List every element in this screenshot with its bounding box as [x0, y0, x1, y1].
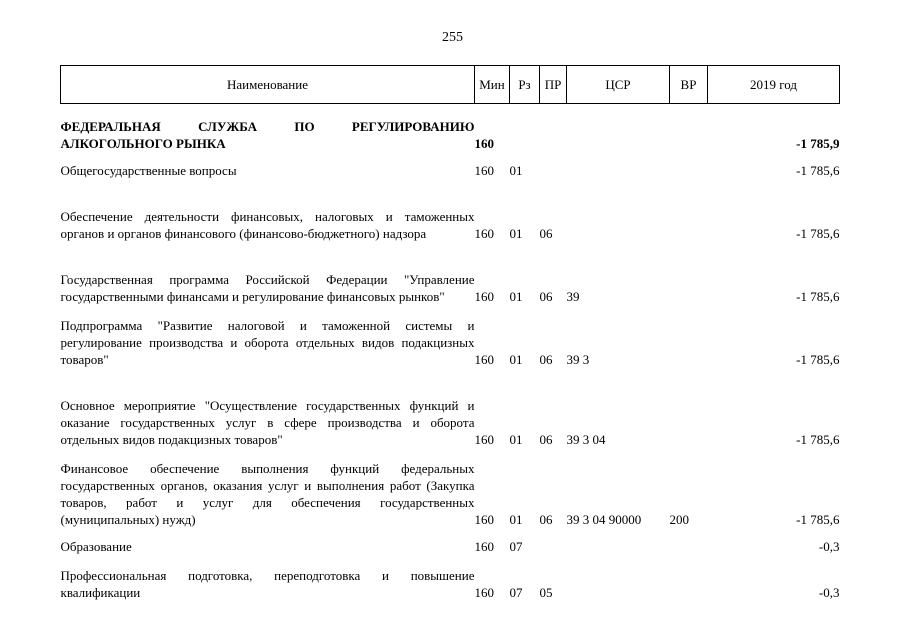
row-pr: 06 — [539, 431, 553, 447]
row-name: ФЕДЕРАЛЬНАЯ СЛУЖБА ПО РЕГУЛИРОВАНИЮ АЛКОГОЛЬНОГО РЫНКА — [60, 118, 475, 151]
row-pr: 06 — [539, 351, 553, 367]
row-csr — [567, 528, 670, 555]
row-name: Финансовое обеспечение выполнения функций федеральных государственных органов, оказания услуг и выполнения работ (Закупка товаров, работ и услуг для обеспечения государственных (муниципальных) нужд) — [60, 460, 475, 527]
row-vr — [670, 305, 708, 368]
row-min: 160 — [474, 225, 494, 241]
table-row — [61, 555, 840, 601]
row-vr — [670, 528, 708, 555]
row-amount: -1 785,6 — [796, 162, 840, 178]
row-pr — [540, 152, 567, 179]
header-name: Наименование — [61, 66, 475, 104]
row-vr — [670, 152, 708, 179]
table-row — [61, 242, 840, 305]
row-pr: 06 — [539, 225, 553, 241]
row-amount: -0,3 — [818, 584, 840, 600]
row-vr — [670, 179, 708, 242]
row-min: 160 — [474, 511, 494, 527]
row-rz: 01 — [509, 162, 523, 178]
table-header-row — [61, 66, 840, 104]
budget-table — [60, 65, 840, 601]
table-row — [61, 305, 840, 368]
row-pr — [540, 528, 567, 555]
table-row — [61, 368, 840, 448]
row-min: 160 — [474, 351, 494, 367]
row-pr — [540, 104, 567, 152]
row-amount: -1 785,9 — [796, 135, 840, 151]
row-min: 160 — [474, 431, 494, 447]
row-amount: -1 785,6 — [796, 431, 840, 447]
header-min: Мин — [475, 66, 510, 104]
row-rz: 01 — [509, 431, 523, 447]
row-pr: 05 — [539, 584, 553, 600]
row-rz: 01 — [509, 288, 523, 304]
row-vr: 200 — [669, 511, 689, 527]
row-vr — [670, 104, 708, 152]
row-rz — [510, 104, 540, 152]
row-csr: 39 3 04 90000 — [566, 511, 642, 527]
header-pr: ПР — [540, 66, 567, 104]
row-name: Профессиональная подготовка, переподготовка и повышение квалификации — [60, 567, 475, 600]
row-csr: 39 3 — [566, 351, 590, 367]
row-min: 160 — [474, 162, 494, 178]
row-amount: -1 785,6 — [796, 351, 840, 367]
row-min: 160 — [474, 584, 494, 600]
table-row — [61, 448, 840, 528]
row-vr — [670, 555, 708, 601]
row-pr: 06 — [539, 511, 553, 527]
row-min: 160 — [474, 288, 494, 304]
row-amount: -1 785,6 — [796, 225, 840, 241]
row-rz: 07 — [509, 584, 523, 600]
row-csr: 39 3 04 — [566, 431, 606, 447]
row-csr — [567, 555, 670, 601]
table-row — [61, 152, 840, 179]
table-row — [61, 179, 840, 242]
row-name: Государственная программа Российской Федерации "Управление государственными финансами и регулирование финансовых рынков" — [60, 271, 475, 304]
row-min: 160 — [474, 538, 494, 554]
row-pr: 06 — [539, 288, 553, 304]
row-min: 160 — [474, 135, 494, 151]
header-year: 2019 год — [708, 66, 840, 104]
header-csr: ЦСР — [567, 66, 670, 104]
table-row — [61, 528, 840, 555]
row-name: Образование — [60, 538, 132, 554]
row-amount: -1 785,6 — [796, 511, 840, 527]
row-rz: 01 — [509, 225, 523, 241]
row-name: Обеспечение деятельности финансовых, налоговых и таможенных органов и органов финансового (финансово-бюджетного) надзора — [60, 208, 475, 241]
row-csr — [567, 152, 670, 179]
header-rz: Рз — [510, 66, 540, 104]
row-csr: 39 — [566, 288, 580, 304]
row-name: Подпрограмма "Развитие налоговой и таможенной системы и регулирование производства и оборота отдельных видов подакцизных товаров" — [60, 317, 475, 367]
row-rz: 07 — [509, 538, 523, 554]
row-name: Основное мероприятие "Осуществление государственных функций и оказание государственных услуг в сфере производства и оборота отдельных видов подакцизных товаров" — [60, 397, 475, 447]
row-name: Общегосударственные вопросы — [60, 162, 237, 178]
row-vr — [670, 242, 708, 305]
header-vr: ВР — [670, 66, 708, 104]
row-csr — [567, 179, 670, 242]
row-rz: 01 — [509, 511, 523, 527]
row-amount: -0,3 — [818, 538, 840, 554]
page-number: 255 — [442, 30, 463, 45]
row-rz: 01 — [509, 351, 523, 367]
table-row — [61, 104, 840, 152]
row-csr — [567, 104, 670, 152]
row-amount: -1 785,6 — [796, 288, 840, 304]
row-vr — [670, 368, 708, 448]
